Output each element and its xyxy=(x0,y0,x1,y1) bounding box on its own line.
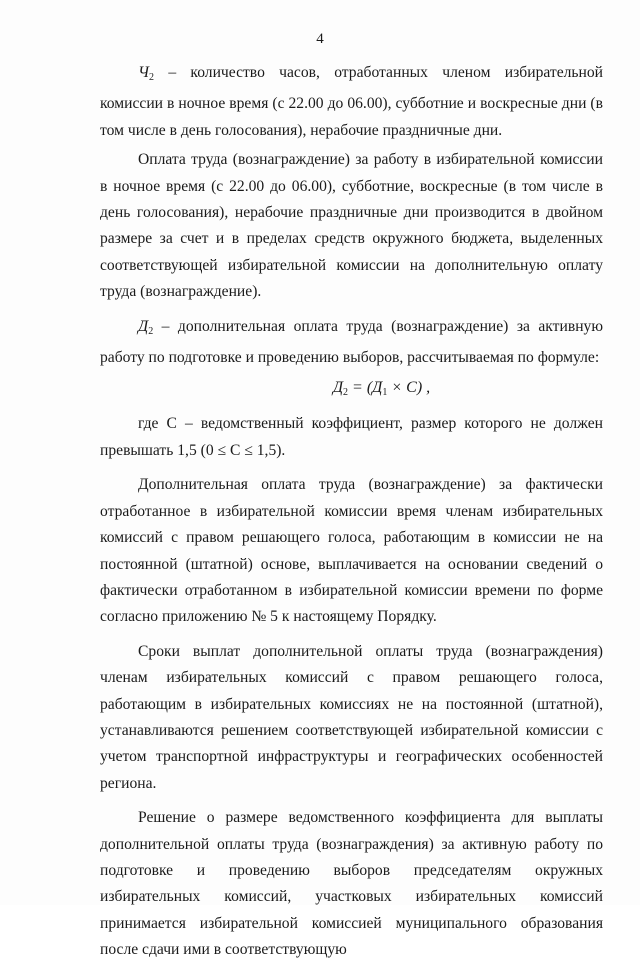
formula-lhs: Д xyxy=(332,379,344,397)
variable-ch2-symbol: Ч xyxy=(138,64,150,81)
variable-d2-symbol: Д xyxy=(138,317,149,335)
formula-rhs: × С) , xyxy=(387,379,431,397)
variable-d2-subscript: 2 xyxy=(148,325,154,337)
formula-lhs-subscript: 2 xyxy=(343,387,349,399)
variable-ch2 xyxy=(138,64,154,81)
formula-mid: = (Д xyxy=(348,379,383,397)
paragraph-actual-time-pay: Дополнительная оплата труда (вознаграждение) за фактически отработанное в избирательной комиссии время членам избирательных комиссий с правом решающего голоса, работающим в комиссии не на постоянной (штатной) основе, выплачивается на основании сведений о фактически отработанном в избирательной комиссии времени по форме согласно приложению № 5 к настоящему Порядку. xyxy=(100,476,603,626)
paragraph-d2-definition xyxy=(100,314,603,372)
paragraph-ch2-definition xyxy=(100,60,603,144)
formula-mid-subscript: 1 xyxy=(382,387,388,399)
formula-d2 xyxy=(100,374,603,407)
variable-d2 xyxy=(138,318,153,335)
paragraph-coefficient-decision: Решение о размере ведомственного коэффициента для выплаты дополнительной оплаты труда (вознаграждения) за активную работу по подготовке и проведению выборов председателям окружных избирательных комиссий, участковых избирательных комиссий принимается избирательной комиссией муниципального образования после сдачи ими в соответствующую xyxy=(100,809,603,959)
variable-ch2-subscript: 2 xyxy=(149,72,155,83)
page-number: 4 xyxy=(316,31,324,47)
paragraph-double-pay: Оплата труда (вознаграждение) за работу в избирательной комиссии в ночное время (с 22.00 до 06.00), субботние, воскресные (в том числе в день голосования), нерабочие праздничные дни производится в двойном размере за счет и в пределах средств окружного бюджета, выделенных соответствующей избирательной комиссии на дополнительную оплату труда (вознаграждение). xyxy=(100,151,603,301)
paragraph-coefficient-where: где С – ведомственный коэффициент, размер которого не должен превышать 1,5 (0 ≤ С ≤ 1,5). xyxy=(100,415,603,459)
paragraph-d2-text: – дополнительная оплата труда (вознаграждение) за активную работу по подготовке и проведению выборов, рассчитываемая по формуле: xyxy=(100,317,603,367)
document-body xyxy=(100,60,603,972)
paragraph-payment-terms: Сроки выплат дополнительной оплаты труда (вознаграждения) членам избирательных комиссий с правом решающего голоса, работающим в избирательных комиссиях не на постоянной (штатной), устанавливаются решением соответствующей избирательной комиссии с учетом транспортной инфраструктуры и географических особенностей региона. xyxy=(100,642,603,792)
paragraph-ch2-text: – количество часов, отработанных членом избирательной комиссии в ночное время (с 22.00 до 06.00), субботние и воскресные дни (в том числе в день голосования), нерабочие праздничные дни. xyxy=(100,64,603,139)
